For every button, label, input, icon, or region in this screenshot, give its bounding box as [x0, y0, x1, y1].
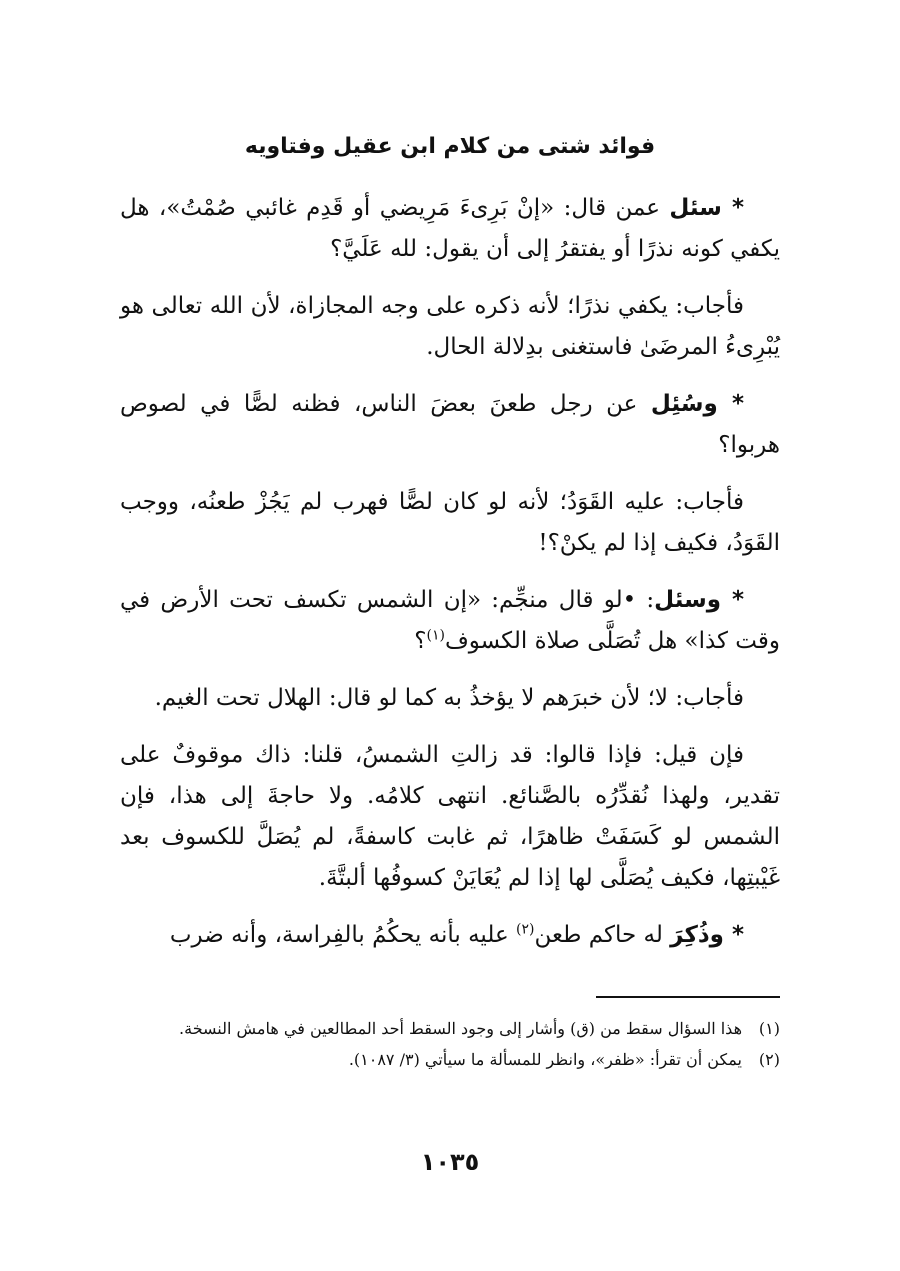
paragraph-text: : •لو قال منجِّم: «إن الشمس تكسف تحت الأرض في وقت كذا» هل تُصَلَّى صلاة الكسوف — [120, 587, 780, 654]
paragraph-lead: * وذُكِرَ — [670, 922, 744, 948]
paragraph-text: عن رجل طعنَ بعضَ الناس، فظنه لصًّا في لصوص هربوا؟ — [120, 391, 780, 458]
paragraph-text: فإن قيل: فإذا قالوا: قد زالتِ الشمسُ، قلنا: ذاك موقوفٌ على تقدير، ولهذا نُقدِّرُه بالصَّنائع. انتهى كلامُه. ولا حاجةَ إلى هذا، فإن الشمس لو كَسَفَتْ ظاهرًا، ثم غابت كاسفةً، لم يُصَلَّ للكسوف بعد غَيْبتِها، فكيف يُصَلَّى لها إذا لم يُعَايَنْ كسوفُها ألبتَّةَ. — [120, 742, 780, 891]
answer-paragraph — [120, 286, 780, 368]
answer-paragraph — [120, 678, 780, 719]
paragraph-text: فأجاب: يكفي نذرًا؛ لأنه ذكره على وجه المجازاة، لأن الله تعالى هو يُبْرِىءُ المرضَىٰ فاستغنى بدِلالة الحال. — [120, 293, 780, 360]
running-title: فوائد شتى من كلام ابن عقيل وفتاويه — [244, 134, 656, 159]
question-paragraph — [120, 384, 780, 466]
main-text — [120, 188, 780, 972]
paragraph-text: فأجاب: لا؛ لأن خبرَهم لا يؤخذُ به كما لو قال: الهلال تحت الغيم. — [154, 685, 744, 711]
footnote-reference-1[interactable]: (١) — [426, 627, 445, 644]
footnote-text: هذا السؤال سقط من (ق) وأشار إلى وجود السقط أحد المطالعين في هامش النسخة. — [179, 1019, 742, 1038]
footnotes — [120, 1014, 780, 1076]
paragraph-text-end: ؟ — [414, 628, 427, 654]
paragraph-lead: * وسُئِل — [650, 391, 744, 417]
paragraph-lead: * وسئل — [654, 587, 744, 613]
footnote-number: (٢) — [758, 1050, 780, 1069]
paragraph-text: عمن قال: «إنْ بَرِىءَ مَرِيضي أو قَدِم غائبي صُمْتُ»، هل يكفي كونه نذرًا أو يفتقرُ إلى أن يقول: لله عَلَيَّ؟ — [120, 195, 780, 262]
footnote-item — [120, 1045, 780, 1074]
page-number: ١٠٣٥ — [420, 1148, 480, 1176]
question-paragraph — [120, 915, 780, 956]
footnote-item — [120, 1014, 780, 1043]
paragraph-text-end: عليه بأنه يحكُمُ بالفِراسة، وأنه ضرب — [169, 922, 517, 948]
footnote-divider — [596, 996, 780, 998]
book-page — [120, 0, 780, 1271]
footnote-text: يمكن أن تقرأ: «ظفر»، وانظر للمسألة ما سيأتي (٣/ ١٠٨٧). — [348, 1050, 742, 1069]
question-paragraph — [120, 188, 780, 270]
paragraph-lead: * سئل — [669, 195, 744, 221]
paragraph-text: فأجاب: عليه القَوَدُ؛ لأنه لو كان لصًّا فهرب لم يَجُزْ طعنُه، ووجب القَوَدُ، فكيف إذا لم يكنْ؟! — [120, 489, 780, 556]
paragraph-text: له حاكم طعن — [534, 922, 671, 948]
footnote-reference-2[interactable]: (٢) — [516, 921, 535, 938]
footnote-number: (١) — [758, 1019, 780, 1038]
question-paragraph — [120, 580, 780, 662]
discussion-paragraph — [120, 735, 780, 899]
answer-paragraph — [120, 482, 780, 564]
